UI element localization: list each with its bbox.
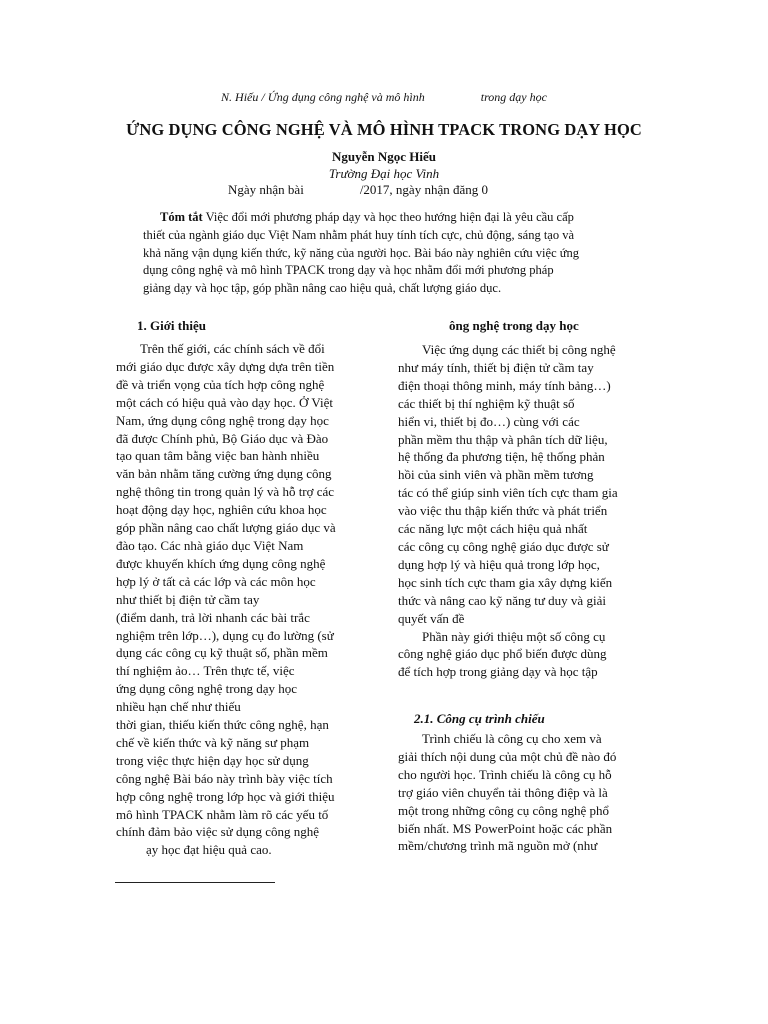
- left-column-body: [116, 340, 378, 859]
- body-line: như thiết bị điện tử cầm tay: [116, 591, 260, 607]
- abstract-line: giảng dạy và học tập, góp phần nâng cao hiệu quả, chất lượng giáo dục.: [143, 281, 502, 296]
- body-line: Trên thế giới, các chính sách về đổi: [140, 341, 325, 356]
- body-line: các thiết bị thí nghiệm kỹ thuật số: [398, 395, 575, 411]
- body-line: một cách có hiệu quả vào dạy học. Ở Việt: [116, 394, 334, 410]
- body-line: biến nhất. MS PowerPoint hoặc các phần: [398, 820, 613, 836]
- body-line: trợ giáo viên chuyển tải thông điệp và là: [398, 784, 608, 800]
- body-line: cho người học. Trình chiếu là công cụ hỗ: [398, 766, 612, 782]
- body-line: học sinh tích cực tham gia xây dựng kiến: [398, 574, 613, 590]
- body-line: Nam, ứng dụng công nghệ trong dạy học: [116, 412, 329, 428]
- body-line: thời gian, thiếu kiến thức công nghệ, hạn: [116, 717, 329, 733]
- body-line: Việc ứng dụng các thiết bị công nghệ: [422, 342, 616, 357]
- running-header-right: trong dạy học: [480, 90, 547, 104]
- body-line: đề và triển vọng của tích hợp công nghệ: [116, 376, 325, 392]
- body-line: nghiệm trên lớp…), dụng cụ đo lường (sử: [116, 627, 334, 643]
- body-line: ứng dụng công nghệ trong dạy học: [116, 681, 298, 697]
- body-line: được khuyến khích ứng dụng công nghệ: [116, 555, 326, 571]
- abstract-line: dụng công nghệ và mô hình TPACK trong dạy và học nhằm đổi mới phương pháp: [143, 263, 554, 278]
- body-line: văn bản nhằm tăng cường ứng dụng công: [116, 466, 332, 482]
- body-line: nghệ thông tin trong quản lý và hỗ trợ các: [116, 484, 335, 500]
- body-line: ạy học đạt hiệu quả cao.: [146, 842, 272, 858]
- body-line: mới giáo dục được xây dựng dựa trên tiền: [116, 358, 335, 374]
- running-header-left: N. Hiếu / Ứng dụng công nghệ và mô hình: [221, 90, 425, 104]
- author-affiliation: Trường Đại học Vinh: [328, 166, 440, 181]
- body-line: vào việc thu thập kiến thức và phát triển: [398, 503, 608, 519]
- body-line: để tích hợp trong giảng dạy và học tập: [398, 664, 598, 680]
- body-line: đã được Chính phủ, Bộ Giáo dục và Đào: [116, 430, 329, 446]
- body-line: quyết vấn đề: [398, 610, 465, 626]
- section-heading-technology: ông nghệ trong dạy học: [449, 318, 579, 333]
- body-line: hoạt động dạy học, nghiên cứu khoa học: [116, 502, 327, 518]
- received-dates: [228, 182, 488, 198]
- body-line: phần mềm thu thập và phân tích dữ liệu,: [398, 431, 608, 447]
- subsection-heading-presentation-tools: 2.1. Công cụ trình chiếu: [414, 711, 545, 726]
- body-line: công nghệ Bài báo này trình bày việc tích: [116, 770, 333, 786]
- body-line: đào tạo. Các nhà giáo dục Việt Nam: [116, 537, 304, 553]
- body-line: các công cụ công nghệ giáo dục được sử: [398, 538, 609, 554]
- body-line: như máy tính, thiết bị điện tử cầm tay: [398, 359, 594, 375]
- body-line: góp phần nâng cao chất lượng giáo dục và: [116, 520, 336, 536]
- abstract: [143, 209, 629, 298]
- body-line: hợp công nghệ trong lớp học và giới thiệu: [116, 788, 335, 804]
- abstract-line: Tóm tắt Việc đổi mới phương pháp dạy và học theo hướng hiện đại là yêu cầu cấp: [160, 210, 574, 224]
- right-column-subsection-body: [398, 730, 656, 855]
- body-line: hợp lý ở tất cả các lớp và các môn học: [116, 573, 316, 589]
- body-line: điện thoại thông minh, máy tính bảng…): [398, 377, 611, 393]
- body-line: Trình chiếu là công cụ cho xem và: [422, 731, 602, 746]
- body-line: các năng lực một cách hiệu quả nhất: [398, 521, 588, 537]
- body-line: dụng hợp lý và hiệu quả trong lớp học,: [398, 556, 600, 572]
- body-line: một trong những công cụ công nghệ phổ: [398, 802, 610, 818]
- abstract-label: Tóm tắt: [160, 210, 203, 224]
- body-line: tạo quan tâm bằng việc ban hành nhiều: [116, 448, 320, 464]
- body-line: giải thích nội dung của một chủ đề nào đó: [398, 748, 617, 764]
- body-line: dụng các công cụ kỹ thuật số, phần mềm: [116, 645, 328, 661]
- abstract-line: thiết của ngành giáo dục Việt Nam nhằm phát huy tính tích cực, chủ động, sáng tạo và: [143, 227, 575, 242]
- body-line: Phần này giới thiệu một số công cụ: [422, 628, 606, 644]
- body-line: tác có thể giúp sinh viên tích cực tham gia: [398, 485, 618, 501]
- body-line: trong việc thực hiện dạy học sử dụng: [116, 752, 309, 768]
- paper-title: ỨNG DỤNG CÔNG NGHỆ VÀ MÔ HÌNH TPACK TRONG DẠY HỌC: [126, 120, 642, 139]
- body-line: công nghệ giáo dục phổ biến được dùng: [398, 646, 607, 662]
- body-line: chế về kiến thức và kỹ năng sư phạm: [116, 734, 310, 750]
- accepted-date-label: /2017, ngày nhận đăng 0: [359, 182, 488, 197]
- body-line: hồi của sinh viên và phần mềm tương: [398, 467, 594, 483]
- body-line: mô hình TPACK nhằm làm rõ các yếu tố: [116, 806, 329, 822]
- body-line: chính đảm bảo việc sử dụng công nghệ: [116, 824, 320, 840]
- footnote-divider: [115, 882, 275, 883]
- body-line: thí nghiệm ảo… Trên thực tế, việc: [116, 663, 295, 679]
- abstract-line: khả năng vận dụng kiến thức, kỹ năng của người học. Bài báo này nghiên cứu việc ứng: [143, 245, 580, 260]
- author-name: Nguyễn Ngọc Hiếu: [332, 149, 436, 164]
- body-line: thức và nâng cao kỹ năng tư duy và giải: [398, 592, 606, 608]
- body-line: mềm/chương trình mã nguồn mở (như: [398, 838, 598, 854]
- body-line: hiển vi, thiết bị đo…) cùng với các: [398, 413, 580, 429]
- right-column-body: [398, 341, 656, 681]
- section-heading-introduction: 1. Giới thiệu: [137, 318, 206, 333]
- body-line: (điểm danh, trả lời nhanh các bài trắc: [116, 609, 310, 625]
- running-header: [0, 90, 768, 105]
- body-line: hệ thống đa phương tiện, hệ thống phản: [398, 449, 605, 465]
- received-date-label: Ngày nhận bài: [228, 182, 304, 197]
- body-line: nhiều hạn chế như thiếu: [116, 699, 241, 715]
